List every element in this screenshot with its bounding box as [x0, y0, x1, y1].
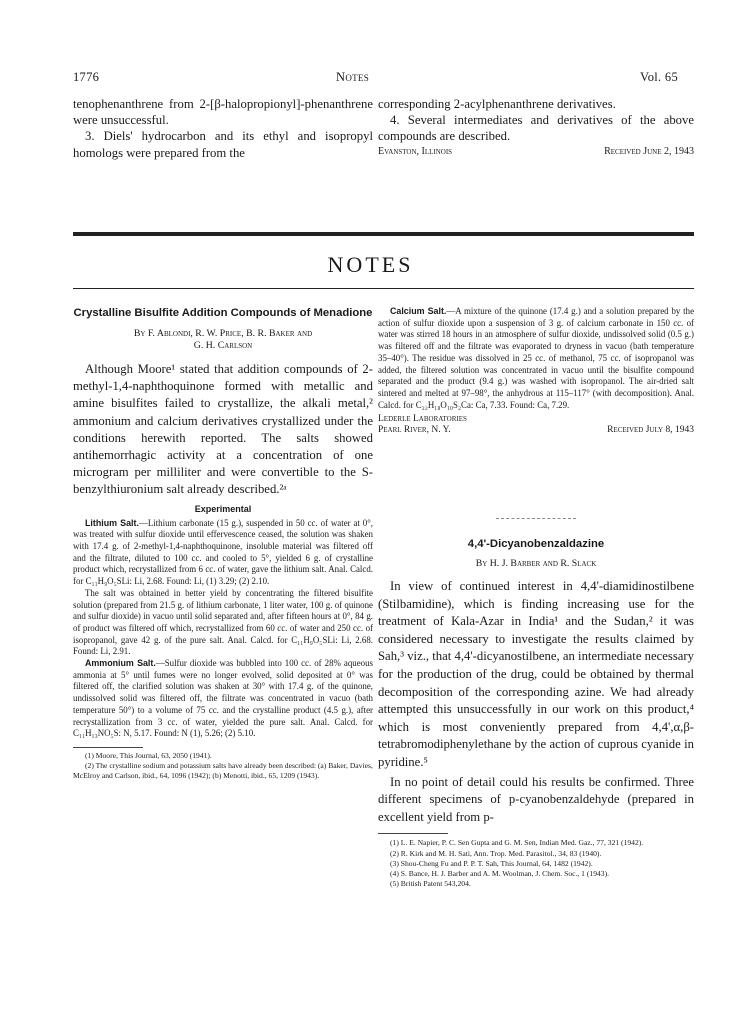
lithium-paragraph-2: The salt was obtained in better yield by concentrating the filtered bisulfite solution (prepared from 21.5 g. of lithium carbonate, 1 liter water, 100 g. of quinone and sulfur dioxide) in vacuo until solid separated and, after fifteen hours at 0°, 84 g. of product was filtered off which, recrystallized from 60 cc. of water and 250 cc. of isopropanol, gave 42 g. of the pure salt. Anal. Calcd. for C₁₁H₉O₅SLi: Li, 2.68. Found: Li, 2.91. — [73, 587, 373, 657]
article-bisulfite — [73, 306, 373, 782]
prev-article-received: Received June 2, 1943 — [604, 145, 694, 157]
section-title-rule — [73, 288, 694, 289]
prev-article-left — [73, 96, 373, 161]
prev-article-location: Evanston, Illinois — [378, 145, 453, 157]
article2-authors: By H. J. Barber and R. Slack — [475, 558, 597, 569]
article-authors — [73, 328, 373, 352]
authors-line-2: G. H. Carlson — [193, 340, 253, 351]
calcium-text: —A mixture of the quinone (17.4 g.) and a solution prepared by the action of sulfur dioxide upon a suspension of 3 g. of calcium carbonate in 150 cc. of water was stirred 18 hours in an atmosphere of sulfur dioxide, undissolved solid (0.5 g.) was filtered off and the filtrate was evaporated to dryness in vacuo (bath temperature 35–40°). The residue was dissolved in 25 cc. of methanol, 75 cc. of isopropanol was added, the filtered solution was concentrated in vacuo until the bisulfite compound separated and the product (9.4 g.) was washed with isopropanol. The air-dried salt sintered and melted at 97–98°, the anhydrous at 115–117° (with decomposition). Anal. Calcd. for C₂₂H₁₈O₁₀S₂Ca: Ca, 7.33. Found: Ca, 7.29. — [378, 306, 695, 410]
article-separator — [496, 518, 576, 519]
lab-line-1: Lederle Laboratories — [378, 414, 467, 425]
journal-section-header: Notes — [336, 70, 370, 84]
footnote-1: (1) Moore, This Journal, 63, 2050 (1941). — [85, 750, 212, 760]
section-divider — [73, 232, 694, 236]
ammonium-text: —Sulfur dioxide was bubbled into 100 cc. of 28% aqueous ammonia at 5° until fumes were no longer evolved, solid deposited at 0° was filtered off, the clarified solution was shaken at 30° with 17.4 g. of the quinone, undissolved solid was filtered off, the filtrate was concentrated in vacuo (bath temperature 50°) to a volume of 75 cc. and the crystalline product (4.5 g.), after recrystallization from 3 cc. of water, yielded the pure salt. Anal. Calcd. for C₁₁H₁₃NO₅S: N, 5.17. Found: N (1), 5.26; (2) 5.10. — [73, 658, 373, 739]
article-bisulfite-continued — [378, 306, 694, 436]
prev-article-text: tenophenanthrene from 2-[β-halopropionyl]-phenanthrene were unsuccessful. — [73, 97, 373, 128]
article2-footnote-4: (4) S. Bance, H. J. Barber and A. M. Woolman, J. Chem. Soc., 1 (1943). — [390, 868, 610, 878]
article2-footnote-3: (3) Shou-Cheng Fu and P. P. T. Sah, This Journal, 64, 1482 (1942). — [390, 858, 593, 868]
lithium-paragraph — [73, 518, 373, 588]
article2-para-2: In no point of detail could his results be confirmed. Three different specimens of p-cyanobenzaldehyde (prepared in excellent yield from p- — [378, 774, 694, 824]
prev-article-item-4: 4. Several intermediates and derivatives of the above compounds are described. — [378, 113, 694, 144]
ammonium-paragraph — [73, 658, 373, 740]
ammonium-label: Ammonium Salt. — [85, 658, 156, 669]
page-number: 1776 — [73, 70, 100, 84]
lithium-label: Lithium Salt. — [85, 517, 139, 528]
article2-title: 4,4'-Dicyanobenzaldazine — [467, 538, 605, 550]
lithium-text: —Lithium carbonate (15 g.), suspended in 50 cc. of water at 0°, was treated with sulfur dioxide until effervescence ceased, the solution was shaken with 17.4 g. of 2-methyl-1,4-naphthoquinone, insoluble material was filtered off and the filtrate, diluted to 100 cc. and cooled to 5°, yielded 6 g. of crystalline product which, recrystallized from 6 cc. of water, gave the lithium salt. Anal. Calcd. for C₁₁H₉O₅SLi: Li, 2.68. Found: Li, (1) 3.29; (2) 2.10. — [73, 517, 374, 587]
article2-footnote-5: (5) British Patent 543,204. — [390, 879, 471, 889]
article2-footnote-2: (2) R. Kirk and M. H. Sati, Ann. Trop. Med. Parasitol., 34, 83 (1940). — [390, 848, 602, 858]
volume-label: Vol. 65 — [640, 70, 678, 84]
prev-article-right — [378, 96, 694, 157]
calcium-label: Calcium Salt. — [390, 306, 447, 316]
prev-article-item-3: 3. Diels' hydrocarbon and its ethyl and isopropyl homologs were prepared from the — [73, 129, 373, 160]
article2-footnote-rule — [378, 833, 448, 834]
intro-paragraph: Although Moore¹ stated that addition compounds of 2-methyl-1,4-naphthoquinone formed with metallic and amine bisulfites failed to crystallize, the alkali metal,² ammonium and calcium derivatives crystallized under the conditions herewith reported. The salts showed antihemorrhagic activity at a concentration of one microgram per milliliter and were convertible to the S-benzylthiuronium salt already described.²ᵃ — [73, 362, 373, 497]
article2-para-1: In view of continued interest in 4,4'-diamidinostilbene (Stilbamidine), which is finding increasing use for the treatment of Kala-Azar in India¹ and the Sudan,² it was considered necessary to investigate the results claimed by Sah,³ viz., that 4,4'-dicyanostilbene, an intermediate necessary for the production of the drug, could be obtained by thermal decomposition of the corresponding azine. We had already attempted this unsuccessfully in our work on this product,⁴ which is most conveniently prepared from 4,4',α,β-tetrabromodiphenylethane by the action of cuprous cyanide in pyridine.⁵ — [378, 579, 694, 769]
lab-address — [378, 414, 694, 436]
lab-line-2: Pearl River, N. Y. — [378, 425, 451, 436]
article-title: Crystalline Bisulfite Addition Compounds of Menadione — [73, 307, 373, 319]
prev-article-text-right: corresponding 2-acylphenanthrene derivatives. — [378, 97, 616, 111]
article-dicyanobenzaldazine — [378, 537, 694, 889]
authors-line-1: By F. Ablondi, R. W. Price, B. R. Baker and — [133, 328, 313, 339]
article-received: Received July 8, 1943 — [607, 425, 694, 436]
experimental-heading: Experimental — [194, 503, 252, 514]
footnote-rule — [73, 747, 143, 748]
article2-footnote-1: (1) L. E. Napier, P. C. Sen Gupta and G. M. Sen, Indian Med. Gaz., 77, 321 (1942). — [390, 838, 644, 848]
footnote-2: (2) The crystalline sodium and potassium salts have already been described: (a) Baker, Davies, McElroy and Carlson, ibid., 64, 1096 (1942); (b) Menotti, ibid., 65, 1209 (1943). — [73, 761, 373, 781]
calcium-paragraph — [378, 306, 694, 411]
section-title: NOTES — [327, 252, 414, 277]
